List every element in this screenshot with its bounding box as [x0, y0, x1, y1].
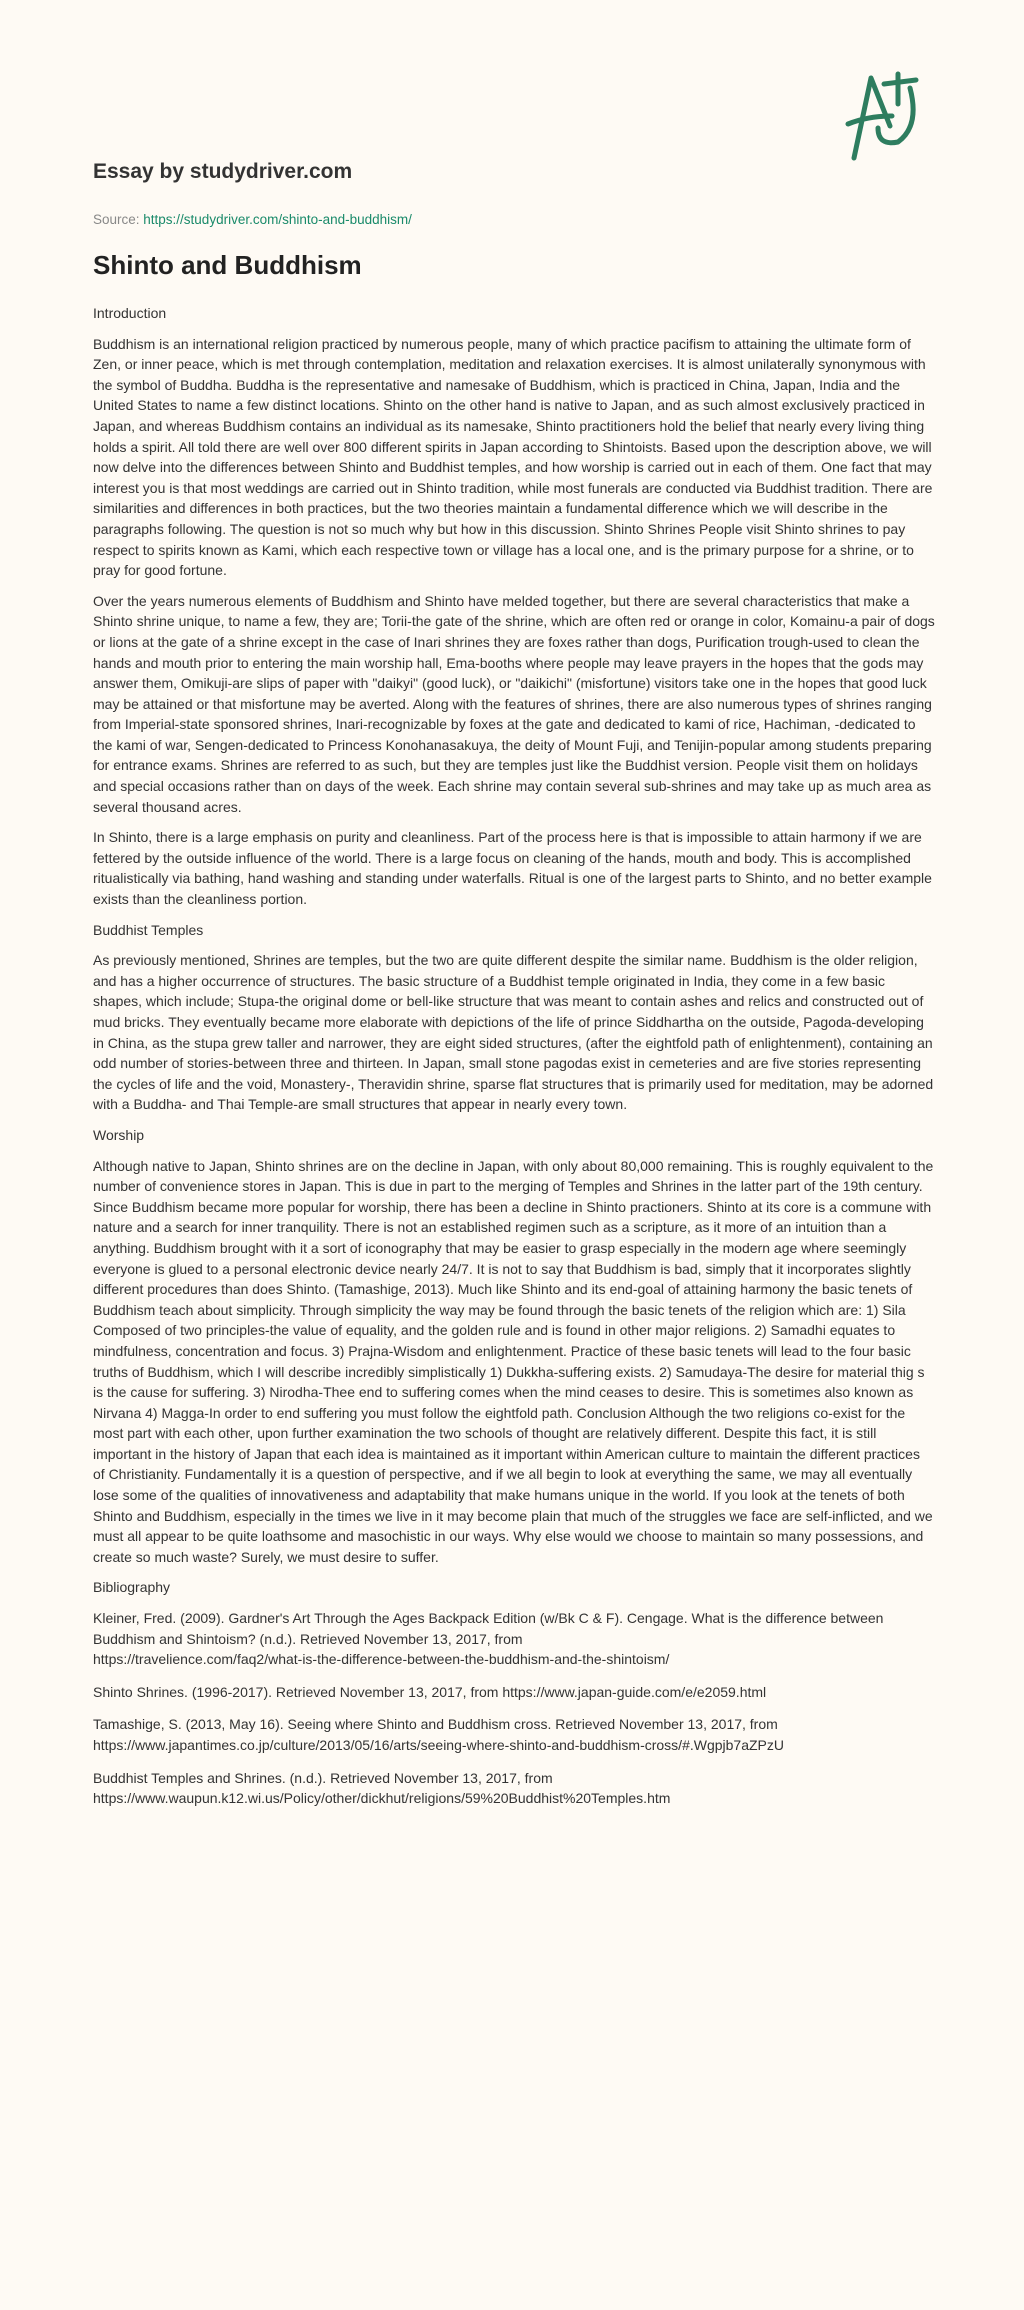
- section-heading-worship: Worship: [93, 1126, 145, 1143]
- bib-text: Kleiner, Fred. (2009). Gardner's Art Through the Ages Backpack Edition (w/Bk C & F). Cengage. What is the difference between Buddhism and Shintoism? (n.d.). Retrieved November 13, 2017, from: [93, 1610, 884, 1647]
- essay-title: Shinto and Buddhism: [93, 250, 362, 280]
- bibliography-entry: [93, 1608, 935, 1670]
- paragraph: Over the years numerous elements of Buddhism and Shinto have melded together, but there are several characteristics that make a Shinto shrine unique, to name a few, they are; Torii-the gate of the shrine, which are often red or orange in color, Komainu-a pair of dogs or lions at the gate of a shrine except in the case of Inari shrines they are foxes rather than dogs, Purification trough-used to clean the hands and mouth prior to entering the main worship hall, Ema-booths where people may leave prayers in the hopes that the gods may answer them, Omikuji-are slips of paper with "daikyi" (good luck), or "daikichi" (misfortune) visitors take one in the hopes that good luck may be attained or that misfortune may be averted. Along with the features of shrines, there are also numerous types of shrines ranging from Imperial-state sponsored shrines, Inari-recognizable by foxes at the gate and dedicated to kami of rice, Hachiman, -dedicated to the kami of war, Sengen-dedicated to Princess Konohanasakuya, the deity of Mount Fuji, and Tenijin-popular among students preparing for entrance exams. Shrines are referred to as such, but they are temples just like the Buddhist version. People visit them on holidays and special occasions rather than on days of the week. Each shrine may contain several sub-shrines and may take up as much area as several thousand acres.: [93, 592, 935, 815]
- bib-text: Tamashige, S. (2013, May 16). Seeing where Shinto and Buddhism cross. Retrieved November 13, 2017, from: [93, 1716, 778, 1733]
- paragraph: In Shinto, there is a large emphasis on purity and cleanliness. Part of the process here is that is impossible to attain harmony if we are fettered by the outside influence of the world. There is a large focus on cleaning of the hands, mouth and body. This is accomplished ritualistically via bathing, hand washing and standing under waterfalls. Ritual is one of the largest parts to Shinto, and no better example exists than the cleanliness portion.: [93, 829, 932, 908]
- site-title: Essay by studydriver.com: [93, 160, 353, 183]
- essay-content: [93, 0, 935, 1809]
- bib-url: https://travelience.com/faq2/what-is-the-difference-between-the-buddhism-and-the-shintoism/: [93, 1651, 670, 1668]
- bib-url: https://www.japantimes.co.jp/culture/2013/05/16/arts/seeing-where-shinto-and-buddhism-cross/#.Wgpjb7aZPzU: [93, 1737, 785, 1753]
- bib-url: https://www.waupun.k12.wi.us/Policy/other/dickhut/religions/59%20Buddhist%20Temples.htm: [93, 1790, 671, 1807]
- bib-text: Shinto Shrines. (1996-2017). Retrieved November 13, 2017, from https://www.japan-guide.com/e/e2059.html: [93, 1683, 767, 1700]
- bib-text: Buddhist Temples and Shrines. (n.d.). Retrieved November 13, 2017, from: [93, 1769, 553, 1786]
- section-heading-bibliography: Bibliography: [93, 1579, 171, 1596]
- paragraph: Although native to Japan, Shinto shrines are on the decline in Japan, with only about 80,000 remaining. This is roughly equivalent to the number of convenience stores in Japan. This is due in part to the merging of Temples and Shrines in the latter part of the 19th century. Since Buddhism became more popular for worship, there has been a decline in Shinto practioners. Shinto at its core is a commune with nature and a search for inner tranquility. There is not an established regimen such as a scripture, as it more of an intuition than a anything. Buddhism brought with it a sort of iconography that may be easier to grasp especially in the modern age where seemingly everyone is glued to a personal electronic device nearly 24/7. It is not to say that Buddhism is bad, simply that it incorporates slightly different procedures than does Shinto. (Tamashige, 2013). Much like Shinto and its end-goal of attaining harmony the basic tenets of Buddhism teach about simplicity. Through simplicity the way may be found through the basic tenets of the religion which are: 1) Sila Composed of two principles-the value of equality, and the golden rule and is found in other major religions. 2) Samadhi equates to mindfulness, concentration and focus. 3) Prajna-Wisdom and enlightenment. Practice of these basic tenets will lead to the four basic truths of Buddhism, which I will describe incredibly simplistically 1) Dukkha-suffering exists. 2) Samudaya-The desire for material thig s is the cause for suffering. 3) Nirodha-Thee end to suffering comes when the mind ceases to desire. This is sometimes also known as Nirvana 4) Magga-In order to end suffering you must follow the eightfold path. Conclusion Although the two religions co-exist for the most part with each other, upon further examination the two schools of thought are relatively different. Despite this fact, it is still important in the history of Japan that each idea is maintained as it important within American culture to maintain the different practices of Christianity. Fundamentally it is a question of perspective, and if we all begin to look at everything the same, we may all eventually lose some of the qualities of innovativeness and adaptability that make humans unique in the world. If you look at the tenets of both Shinto and Buddhism, especially in the times we live in it may become plain that much of the struggles we face are self-inflicted, and we must all appear to be quite loathsome and masochistic in our ways. Why else would we choose to maintain so many possessions, and create so much waste? Surely, we must desire to suffer.: [93, 1157, 934, 1565]
- source-line: [93, 212, 412, 227]
- paragraph: As previously mentioned, Shrines are temples, but the two are quite different despite the similar name. Buddhism is the older religion, and has a higher occurrence of structures. The basic structure of a Buddhist temple originated in India, they come in a few basic shapes, which include; Stupa-the original dome or bell-like structure that was meant to contain ashes and relics and constructed out of mud bricks. They eventually became more elaborate with depictions of the life of prince Siddhartha on the outside, Pagoda-developing in China, as the stupa grew taller and narrower, they are eight sided structures, (after the eightfold path of enlightenment), containing an odd number of stories-between three and thirteen. In Japan, small stone pagodas exist in cemeteries and are five stories representing the cycles of life and the void, Monastery-, Theravidin shrine, sparse flat structures that is primarily used for meditation, may be adorned with a Buddha- and Thai Temple-are small structures that appear in nearly every town.: [93, 952, 934, 1113]
- source-link[interactable]: https://studydriver.com/shinto-and-buddhism/: [143, 212, 412, 227]
- section-heading-buddhist-temples: Buddhist Temples: [93, 921, 204, 938]
- source-label: Source:: [93, 212, 144, 227]
- paragraph: Buddhism is an international religion practiced by numerous people, many of which practice pacifism to attaining the ultimate form of Zen, or inner peace, which is met through contemplation, meditation and relaxation exercises. It is almost unilaterally synonymous with the symbol of Buddha. Buddha is the representative and namesake of Buddhism, which is practiced in China, Japan, India and the United States to name a few distinct locations. Shinto on the other hand is native to Japan, and as such almost exclusively practiced in Japan, and whereas Buddhism contains an individual as its namesake, Shinto practitioners hold the belief that nearly every living thing holds a spirit. All told there are well over 800 different spirits in Japan according to Shintoists. Based upon the description above, we will now delve into the differences between Shinto and Buddhist temples, and how worship is carried out in each of them. One fact that may interest you is that most weddings are carried out in Shinto tradition, while most funerals are conducted via Buddhist tradition. There are similarities and differences in both practices, but the two theories maintain a fundamental difference which we will describe in the paragraphs following. The question is not so much why but how in this discussion. Shinto Shrines People visit Shinto shrines to pay respect to spirits known as Kami, which each respective town or village has a local one, and is the primary purpose for a shrine, or to pray for good fortune.: [93, 335, 933, 579]
- a-plus-logo-icon: [838, 66, 950, 166]
- bibliography-entry: [93, 1768, 935, 1809]
- bibliography-entry: [93, 1682, 935, 1703]
- section-heading-introduction: Introduction: [93, 305, 167, 321]
- bibliography-entry: [93, 1714, 935, 1755]
